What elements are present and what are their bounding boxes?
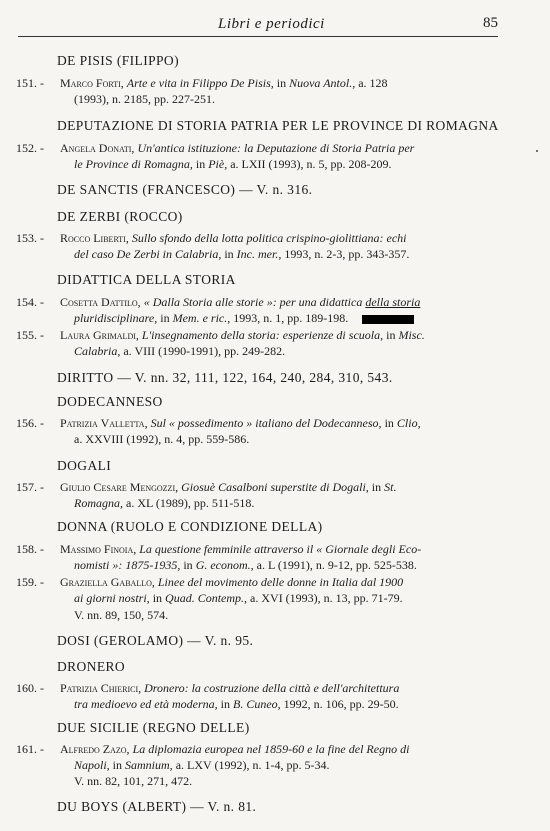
section-heading: DRONERO	[57, 659, 126, 674]
section-heading: DONNA (RUOLO E CONDIZIONE DELLA)	[57, 519, 323, 534]
section-heading: DEPUTAZIONE DI STORIA PATRIA PER LE PROVINCE DI ROMAGNA	[57, 118, 499, 133]
page-number: 85	[483, 15, 498, 31]
section-heading: DOSI (GEROLAMO) — V. n. 95.	[57, 633, 254, 648]
section-heading: DE ZERBI (ROCCO)	[57, 209, 183, 224]
section-heading: DE PISIS (FILIPPO)	[57, 53, 179, 68]
section-heading: DOGALI	[57, 458, 112, 473]
stray-mark	[536, 150, 538, 152]
cross-reference: V. nn. 82, 101, 271, 472.	[74, 774, 193, 788]
redaction-bar	[362, 315, 414, 324]
section-heading: DIDATTICA DELLA STORIA	[57, 272, 236, 287]
running-title: Libri e periodici	[218, 16, 325, 32]
cross-reference: V. nn. 89, 150, 574.	[74, 608, 169, 622]
section-heading: DUE SICILIE (REGNO DELLE)	[57, 720, 250, 735]
section-heading: DE SANCTIS (FRANCESCO) — V. n. 316.	[57, 182, 313, 197]
section-heading: DODECANNESO	[57, 394, 163, 409]
running-header	[18, 14, 498, 37]
section-heading: DIRITTO — V. nn. 32, 111, 122, 164, 240, 284, 310, 543.	[57, 370, 393, 385]
section-heading: DU BOYS (ALBERT) — V. n. 81.	[57, 799, 257, 814]
